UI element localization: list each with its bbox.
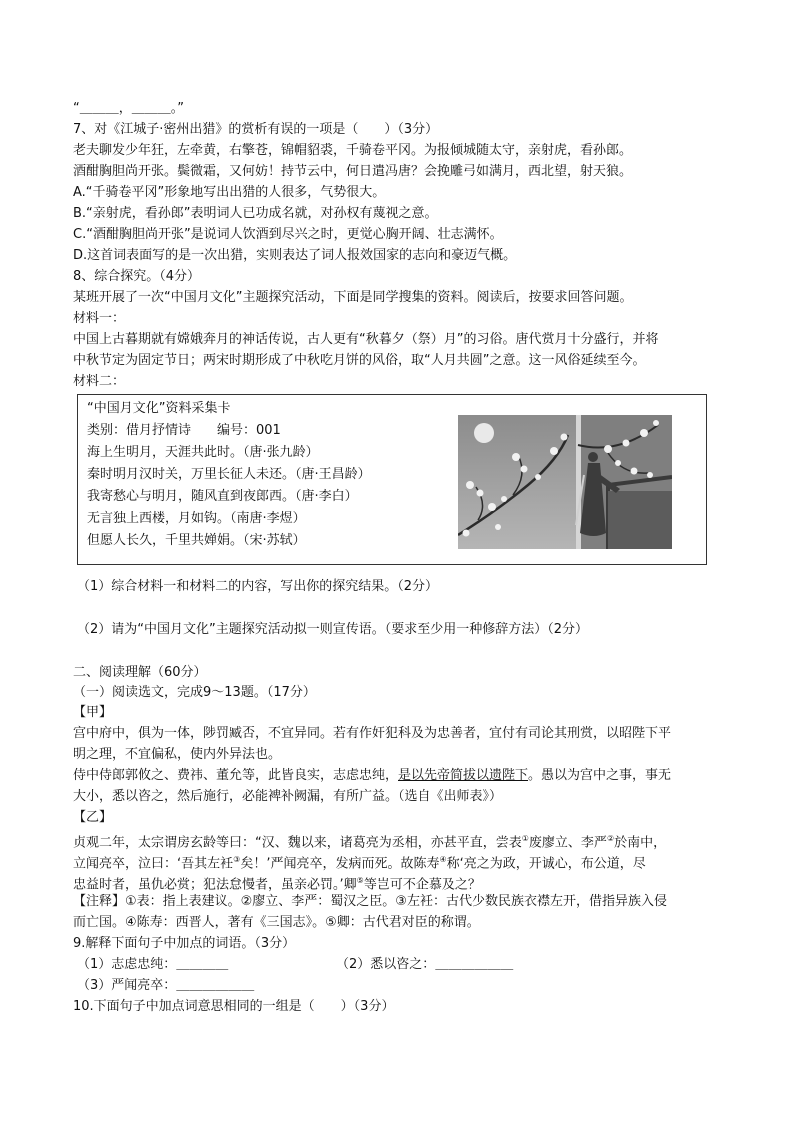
yi-line-2-end: 称‘亮之为政，开诚心，布公道，尽 [446,856,646,872]
yi-line-3-end: 等岂可不企慕及之？ [363,877,481,893]
card-poem-2: 秦时明月汉时关，万里长征人未还。（唐·王昌龄） [87,467,371,482]
question-8: 8、综合探究。（4分） [73,269,201,284]
option-c: C.“酒酣胸胆尚开张”是说词人饮酒到尽兴之时，更觉心胸开阔、壮志满怀。 [73,227,503,242]
poem-line-1: 老夫聊发少年狂，左牵黄，右擎苍，锦帽貂裘，千骑卷平冈。为报倾城随太守，亲射虎，看孙郎。 [73,143,633,158]
question-9: 9.解释下面句子中加点的词语。（3分） [73,936,296,951]
jia-line-3-end: 。愚以为宫中之事，事无 [528,768,672,783]
passage-jia-label: 【甲】 [73,705,113,720]
passage-jia-line-2: 明之理，不宜偏私，使内外异法也。 [73,747,282,762]
material-card [77,394,707,565]
jia-line-3-start: 侍中侍郎郭攸之、费祎、董允等，此皆良实，志虑忠纯， [73,768,399,783]
option-b: B.“亲射虎，看孙郎”表明词人已功成名就，对孙权有蔑视之意。 [73,206,438,221]
moon-painting-image [458,415,672,549]
answer-blank-line: “＿＿＿，＿＿＿。” [73,101,184,116]
section-2-part-1: （一）阅读选文，完成9～13题。（17分） [73,685,316,700]
passage-jia-line-3 [73,767,671,785]
yi-line-3-start: 忠益时者，虽仇必赏；犯法怠慢者，虽亲必罚。’卿 [73,877,357,893]
passage-jia-line-1: 宫中府中，俱为一体，陟罚臧否，不宜异同。若有作奸犯科及为忠善者，宜付有司论其刑赏，以昭陛下平 [73,726,672,741]
material-2-title: 材料二： [73,374,126,389]
note-mark-1: ① [521,834,529,843]
question-8-intro: 某班开展了一次“中国月文化”主题探究活动，下面是同学搜集的资料。阅读后，按要求回答问题。 [73,290,633,305]
card-title: “中国月文化”资料采集卡 [87,401,231,416]
question-9-item-3: （3）严闻亮卒：＿＿＿＿＿＿ [77,978,255,993]
yi-line-1-mid: 废廖立、李严 [528,835,607,851]
question-9-item-2: （2）悉以咨之：＿＿＿＿＿＿ [336,957,514,972]
material-1-line-1: 中国上古暮期就有嫦娥奔月的神话传说，古人更有“秋暮夕（祭）月”的习俗。唐代赏月十分盛行，并将 [73,332,659,347]
yi-line-2-start: 立闻亮卒，泣曰：‘吾其左衽 [73,856,234,872]
yi-line-1-end: 於南中， [614,835,667,851]
note-mark-5: ⑤ [356,876,364,885]
sub-question-2: （2）请为“中国月文化”主题探究活动拟一则宣传语。（要求至少用一种修辞方法）（2分） [77,622,589,637]
passage-jia-line-4: 大小，悉以咨之，然后施行，必能裨补阙漏，有所广益。（选自《出师表》） [73,789,503,804]
card-poem-4: 无言独上西楼，月如钩。（南唐·李煜） [87,511,306,526]
question-7: 7、对《江城子·密州出猎》的赏析有误的一项是（ ）（3分） [73,122,439,137]
note-mark-4: ④ [439,855,447,864]
card-poem-1: 海上生明月，天涯共此时。（唐·张九龄） [87,445,319,460]
passage-yi-label: 【乙】 [73,810,113,825]
moon-painting-illustration [458,415,672,549]
underlined-sentence: 是以先帝简拔以遗陛下 [398,768,529,783]
note-mark-3: ③ [233,855,241,864]
note-mark-2: ② [606,834,615,843]
section-2-heading: 二、阅读理解（60分） [73,665,207,680]
passage-yi-line-2 [73,851,646,873]
passage-yi-line-3 [73,872,481,894]
card-meta: 类别：借月抒情诗 编号：001 [87,423,281,438]
option-a: A.“千骑卷平冈”形象地写出出猎的人很多，气势很大。 [73,185,386,200]
yi-line-1-start: 贞观二年，太宗谓房玄龄等曰：“汉、魏以来，诸葛亮为丞相，亦甚平直，尝表 [73,835,522,851]
card-poem-5: 但愿人长久，千里共婵娟。（宋·苏轼） [87,533,306,548]
passage-yi-line-1 [73,830,666,852]
notes-line-1: 【注释】①表：指上表建议。②廖立、李严：蜀汉之臣。③左衽：古代少数民族衣襟左开，借指异族入侵 [73,894,667,909]
material-1-title: 材料一： [73,311,126,326]
sub-question-1: （1）综合材料一和材料二的内容，写出你的探究结果。（2分） [77,579,439,594]
yi-line-2-mid: 矣！’严闻亮卒，发病而死。故陈寿 [240,856,440,872]
question-10: 10.下面句子中加点词意思相同的一组是（ ）（3分） [73,999,395,1014]
card-poem-3: 我寄愁心与明月，随风直到夜郎西。（唐·李白） [87,489,358,504]
notes-line-2: 而亡国。④陈寿：西晋人，著有《三国志》。⑤卿：古代君对臣的称谓。 [73,915,480,930]
question-9-item-1: （1）志虑忠纯：＿＿＿＿ [77,957,229,972]
option-d: D.这首词表面写的是一次出猎，实则表达了词人报效国家的志向和豪迈气概。 [73,248,517,263]
poem-line-2: 酒酣胸胆尚开张。鬓微霜，又何妨！持节云中，何日遣冯唐？会挽雕弓如满月，西北望，射天狼。 [73,164,633,179]
material-1-line-2: 中秋节定为固定节日；两宋时期形成了中秋吃月饼的风俗，取“人月共圆”之意。这一风俗延续至今。 [73,353,646,368]
